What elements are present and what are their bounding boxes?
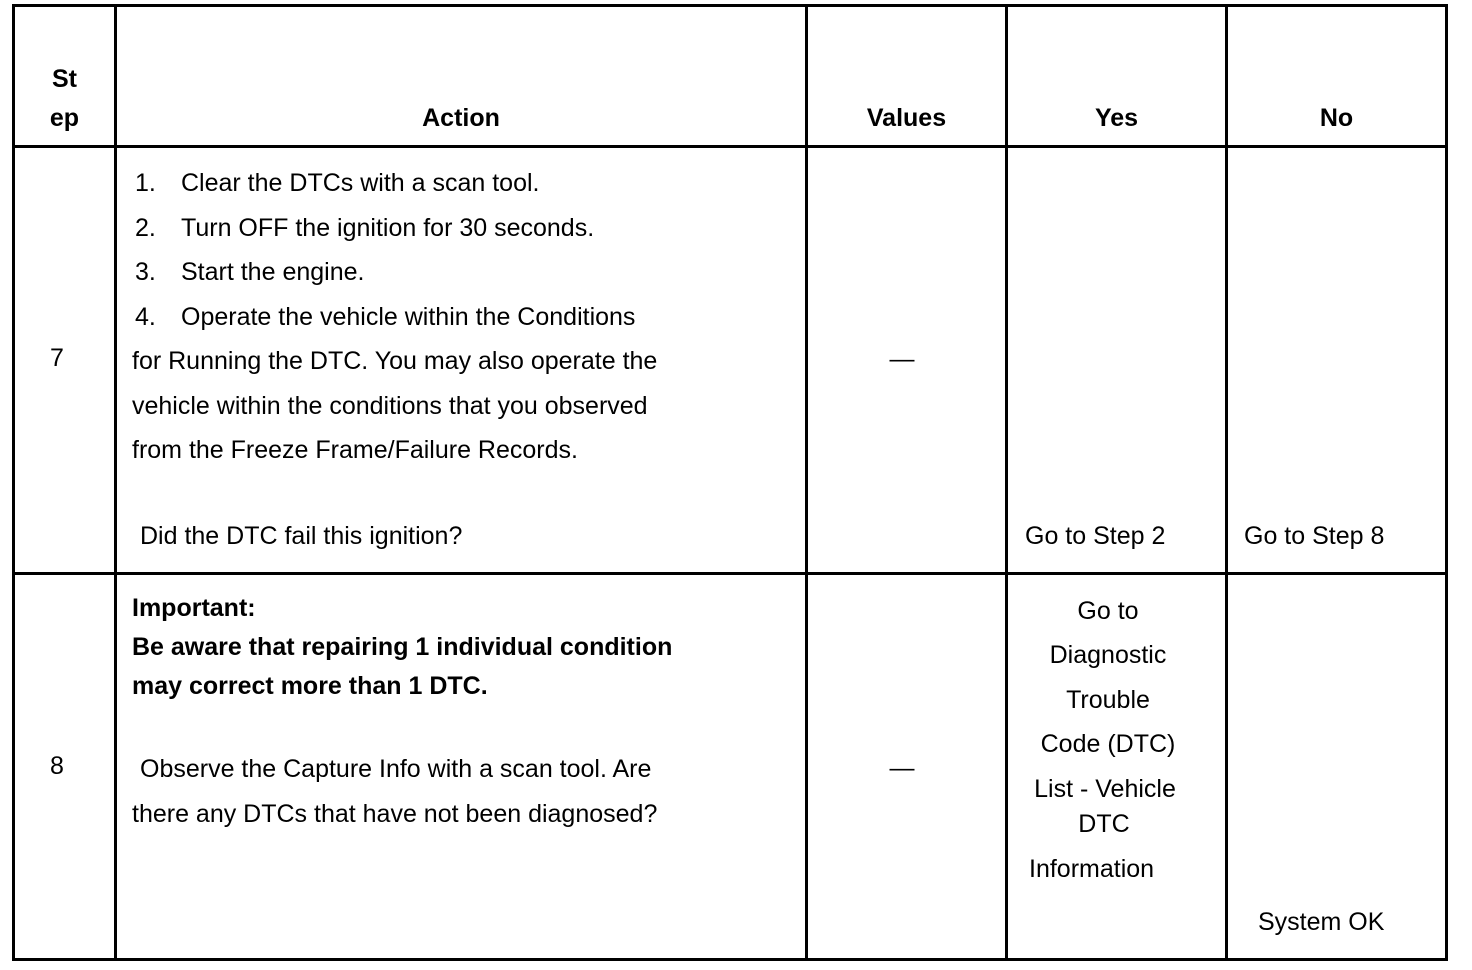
header-step-line1: St	[52, 65, 77, 93]
list-item-text: Operate the vehicle within the Conditions	[181, 303, 636, 331]
table-border-left	[12, 4, 15, 961]
important-label: Important:	[132, 594, 256, 622]
column-divider-step-action	[114, 4, 117, 961]
values-dash: —	[889, 754, 915, 782]
yes-outcome-line: Code (DTC)	[1040, 730, 1176, 758]
header-no: No	[1319, 104, 1354, 132]
important-note-line: may correct more than 1 DTC.	[132, 672, 488, 700]
action-question-line: there any DTCs that have not been diagnosed?	[132, 800, 658, 828]
yes-outcome-line: Go to	[1077, 597, 1139, 625]
step-number-7: 7	[50, 344, 64, 372]
table-header-divider	[12, 145, 1448, 148]
header-yes: Yes	[1094, 104, 1139, 132]
action-question: Did the DTC fail this ignition?	[140, 522, 463, 550]
list-item-number: 1.	[135, 169, 156, 197]
step-number-8: 8	[50, 752, 64, 780]
table-border-right	[1445, 4, 1448, 961]
table-row-divider	[12, 572, 1448, 575]
header-values: Values	[866, 104, 947, 132]
list-item-text: Start the engine.	[181, 258, 365, 286]
action-continuation-line: vehicle within the conditions that you observed	[132, 392, 648, 420]
column-divider-action-values	[805, 4, 808, 961]
action-question-line: Observe the Capture Info with a scan tool. Are	[140, 755, 652, 783]
header-step-line2: ep	[49, 104, 80, 132]
list-item-text: Clear the DTCs with a scan tool.	[181, 169, 540, 197]
header-action: Action	[422, 104, 500, 132]
table-border-top	[12, 4, 1448, 7]
yes-outcome-line: List - Vehicle	[1034, 775, 1176, 803]
no-outcome: Go to Step 8	[1244, 522, 1385, 550]
yes-outcome-line: DTC	[1078, 810, 1130, 838]
yes-outcome: Go to Step 2	[1025, 522, 1166, 550]
action-continuation-line: for Running the DTC. You may also operate the	[132, 347, 658, 375]
yes-outcome-line: Information	[1029, 855, 1155, 883]
important-note-line: Be aware that repairing 1 individual condition	[132, 633, 673, 661]
no-outcome: System OK	[1258, 908, 1385, 936]
yes-outcome-line: Trouble	[1066, 686, 1150, 714]
list-item-number: 2.	[135, 214, 156, 242]
column-divider-yes-no	[1225, 4, 1228, 961]
list-item-text: Turn OFF the ignition for 30 seconds.	[181, 214, 595, 242]
action-continuation-line: from the Freeze Frame/Failure Records.	[132, 436, 578, 464]
table-border-bottom	[12, 958, 1448, 961]
list-item-number: 4.	[135, 303, 156, 331]
yes-outcome-line: Diagnostic	[1049, 641, 1167, 669]
list-item-number: 3.	[135, 258, 156, 286]
values-dash: —	[889, 345, 915, 373]
